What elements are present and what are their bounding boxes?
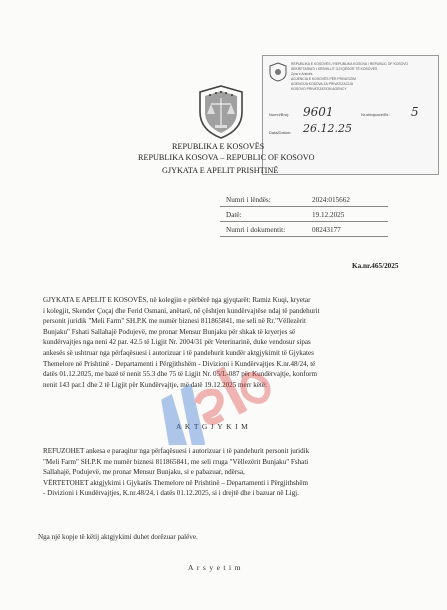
stamp-line: KOSOVO PRIVATIZATION AGENCY xyxy=(291,87,347,91)
text-line: ankesës së ushtruar nga përfaqësuesi i autorizuar i të pandehurit kundër aktgjykimit të Gjykates xyxy=(43,348,314,357)
text-line: - Divizioni i Kundërvajtjes, K.nr.48/24, i datës 01.12.2025, si i drejtë dhe i bazuar në Ligj. xyxy=(43,489,299,498)
text-line: Bunjaku" Fshati Sallahajë Podujevë, me pronar Mensur Bunjaku për shkak të kryerjes së xyxy=(43,327,296,336)
divider xyxy=(220,206,388,207)
text-line: "Meli Farm" SH.P.K me numër biznesi 811865841, me seli rruga "Vëllezërit Bunjaku" Fshati xyxy=(43,457,309,466)
stamp-line: AGENCIJA KOSOVA ZA PRIVATIZACIJU xyxy=(291,82,354,86)
case-number-label: Numri i lëndës: xyxy=(226,196,271,204)
verdict-title: AKTGJYKIM xyxy=(176,422,252,431)
text-line: datës 01.12.2025, me bazë të nenit 55.3 dhe 75 të Ligjit Nr. 05/L-087 për Kundërvajtje, konform xyxy=(43,370,318,379)
header-court-name: GJYKATA E APELIT PRISHTINË xyxy=(162,166,279,175)
text-line: REFUZOHET ankesa e paraqitur nga përfaqësuesi i autorizuar i të pandehurit personit juridik xyxy=(43,447,310,455)
stamp-line: REPUBLIKA E KOSOVËS / REPUBLIKA KOSOVA / REPUBLIC OF KOSOVO xyxy=(291,62,409,66)
header-country-multilingual: REPUBLIKA KOSOVA – REPUBLIC OF KOSOVO xyxy=(138,153,315,162)
divider xyxy=(220,236,388,237)
text-line: i kolegjit, Skender Çoçaj dhe Ferid Osmani, anëtarë, në çështjen kundërvajtëse ndaj të pandehurit xyxy=(43,306,320,315)
stamp-number-value: 9601 xyxy=(303,105,334,119)
header-country: REPUBLIKA E KOSOVËS xyxy=(172,142,265,151)
date-value: 19.12.2025 xyxy=(312,211,345,219)
text-line: GJYKATA E APELIT E KOSOVËS, në kolegjin e përbërë nga gjyqtarët: Ramiz Kuqi, kryetar xyxy=(43,296,311,304)
court-emblem-icon xyxy=(196,82,246,140)
divider xyxy=(220,221,388,222)
stamp-line: Zyra e Arkivës xyxy=(291,72,313,76)
stamp-attachments-label: Nr.shtojcave/Br.: xyxy=(361,112,391,117)
stamp-attachments-value: 5 xyxy=(411,105,419,119)
stamp-date-value: 26.12.25 xyxy=(303,122,352,135)
document-number-value: 08243177 xyxy=(312,226,341,234)
text-line: Sallahajë, Podujevë, me pronar Mensur Bunjaku, si e pabazuar, ndërsa, xyxy=(43,468,245,477)
stamp-number-label: Numri/Broj: xyxy=(269,112,290,117)
case-number-value: 2024:015662 xyxy=(312,196,350,204)
ka-case-number: Ka.nr.465/2025 xyxy=(352,262,399,270)
text-line: Themelore në Prishtinë - Departamenti i Përgjithshëm - Divizioni i Kundërvajtjes K.nr.48/24, të xyxy=(43,359,316,368)
closing-line: Nga një kopje të këtij aktgjykimi duhet dorëzuar palëve. xyxy=(38,533,198,541)
stamp-line: AGJENCIA E KOSOVËS PËR PRIVATIZIM xyxy=(291,77,356,81)
verdict-paragraph xyxy=(43,446,403,499)
stamp-line: SEKRETARIATI I KËSHILLIT GJYQËSOR TË KOSOVËS xyxy=(291,67,378,71)
text-line: kundërvajtjes nga neni 42 par. 42.5 të Ligjit Nr. 2004/31 për Veterinarinë, duke vendosur sipas xyxy=(43,338,311,347)
text-line: nenit 143 par.1 dhe 2 të Ligjit për Kundërvajtje, më datë 19.12.2025 merr këtë: xyxy=(43,380,267,389)
document-number-label: Numri i dokumentit: xyxy=(226,226,286,234)
reasoning-title: Arsyetim xyxy=(188,563,244,572)
stamp-date-label: Data/Datum: xyxy=(269,130,292,135)
watermark-logo-icon xyxy=(140,365,290,445)
text-line: VËRTETOHET aktgjykimi i Gjykatës Themelore në Prishtinë – Departamenti i Përgjithshëm xyxy=(43,478,309,487)
date-label: Datë: xyxy=(226,211,242,219)
stamp-emblem-icon xyxy=(269,62,287,82)
text-line: personit juridik "Meli Farm" SH.P.K me numër biznesi 811865841, me seli në Rr."Vëllezërit xyxy=(43,317,306,326)
